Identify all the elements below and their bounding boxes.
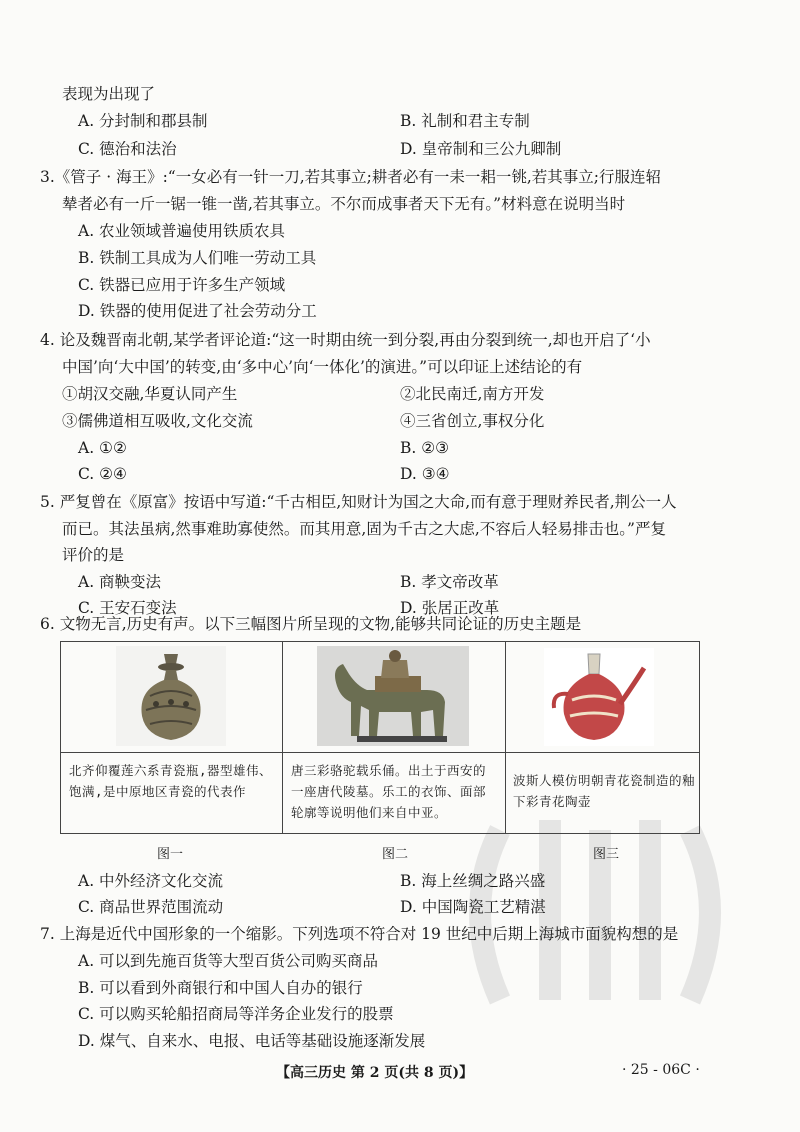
figure2-caption: 唐三彩骆驼载乐俑。出土于西安的一座唐代陵墓。乐工的衣饰、面部轮廓等说明他们来自中亚。 [291,763,487,820]
q4-option-a: A. ①② [78,439,127,457]
q3-option-c: C. 铁器已应用于许多生产领域 [78,276,286,294]
q6-option-d: D. 中国陶瓷工艺精湛 [400,898,546,916]
q4-item-3: ③儒佛道相互吸收,文化交流 [62,412,253,430]
q5-option-a: A. 商鞅变法 [78,573,162,591]
q7-stem-line1: 7. 上海是近代中国形象的一个缩影。下列选项不符合对 19 世纪中后期上海城市面貌构想的是 [40,925,679,943]
q7-option-a: A. 可以到先施百货等大型百货公司购买商品 [78,952,379,970]
figure1-label: 图一 [157,847,184,862]
ewer-image [544,648,654,746]
q3-option-d: D. 铁器的使用促进了社会劳动分工 [78,302,317,320]
q6-option-a: A. 中外经济文化交流 [78,872,224,890]
q5-option-c: C. 王安石变法 [78,599,177,617]
q5-stem-line1: 5. 严复曾在《原富》按语中写道:“千古相臣,知财计为国之大命,而有意于理财养民者,荆公一人 [40,493,677,511]
q7-option-b: B. 可以看到外商银行和中国人自办的银行 [78,979,363,997]
q5-option-b: B. 孝文帝改革 [400,573,499,591]
q3-option-a: A. 农业领域普遍使用铁质农具 [78,222,286,240]
figure2-label: 图二 [382,847,409,862]
q4-option-b: B. ②③ [400,439,450,457]
q2-option-d: D. 皇帝制和三公九卿制 [400,140,562,158]
vase-image [116,646,226,746]
q3-stem-line1: 3.《管子 · 海王》:“一女必有一针一刀,若其事立;耕者必有一耒一耜一铫,若其事立;行服连轺 [40,168,662,186]
q5-option-d: D. 张居正改革 [400,599,500,617]
q4-item-2: ②北民南迁,南方开发 [400,385,545,403]
q5-stem-line2: 而已。其法虽病,然事难助寡使然。而其用意,固为千古之大虑,不容后人轻易排击也。”严复 [62,520,666,538]
q4-item-4: ④三省创立,事权分化 [400,412,545,430]
figure3-caption: 波斯人模仿明朝青花瓷制造的釉下彩青花陶壶 [513,773,696,809]
q6-option-b: B. 海上丝绸之路兴盛 [400,872,546,890]
q4-option-d: D. ③④ [400,465,450,483]
q3-stem-line2: 辇者必有一斤一锯一锥一凿,若其事立。不尔而成事者天下无有。”材料意在说明当时 [62,195,626,213]
page-footer-center: 【高三历史 第 2 页(共 8 页)】 [276,1065,474,1081]
q2-option-a: A. 分封制和郡县制 [78,112,208,130]
artifact-figure-table [60,641,700,834]
page-footer-code: · 25 - 06C · [622,1062,700,1078]
figure3-label: 图三 [593,847,620,862]
q2-stem-tail: 表现为出现了 [62,85,156,103]
q4-stem-line1: 4. 论及魏晋南北朝,某学者评论道:“这一时期由统一到分裂,再由分裂到统一,却也开启了‘小 [40,331,651,349]
q7-option-d: D. 煤气、自来水、电报、电话等基础设施逐渐发展 [78,1032,426,1050]
q6-stem-line1: 6. 文物无言,历史有声。以下三幅图片所呈现的文物,能够共同论证的历史主题是 [40,615,582,633]
camel-figurine-image [317,646,469,746]
q2-option-b: B. 礼制和君主专制 [400,112,530,130]
q3-option-b: B. 铁制工具成为人们唯一劳动工具 [78,249,317,267]
q4-option-c: C. ②④ [78,465,127,483]
q5-stem-line3: 评价的是 [62,546,125,564]
q6-option-c: C. 商品世界范围流动 [78,898,224,916]
q4-item-1: ①胡汉交融,华夏认同产生 [62,385,238,403]
q7-option-c: C. 可以购买轮船招商局等洋务企业发行的股票 [78,1005,394,1023]
q4-stem-line2: 中国’向‘大中国’的转变,由‘多中心’向‘一体化’的演进。”可以印证上述结论的有 [62,358,583,376]
q2-option-c: C. 德治和法治 [78,140,177,158]
figure1-caption: 北齐仰覆莲六系青瓷瓶,器型雄伟、饱满,是中原地区青瓷的代表作 [69,763,273,799]
